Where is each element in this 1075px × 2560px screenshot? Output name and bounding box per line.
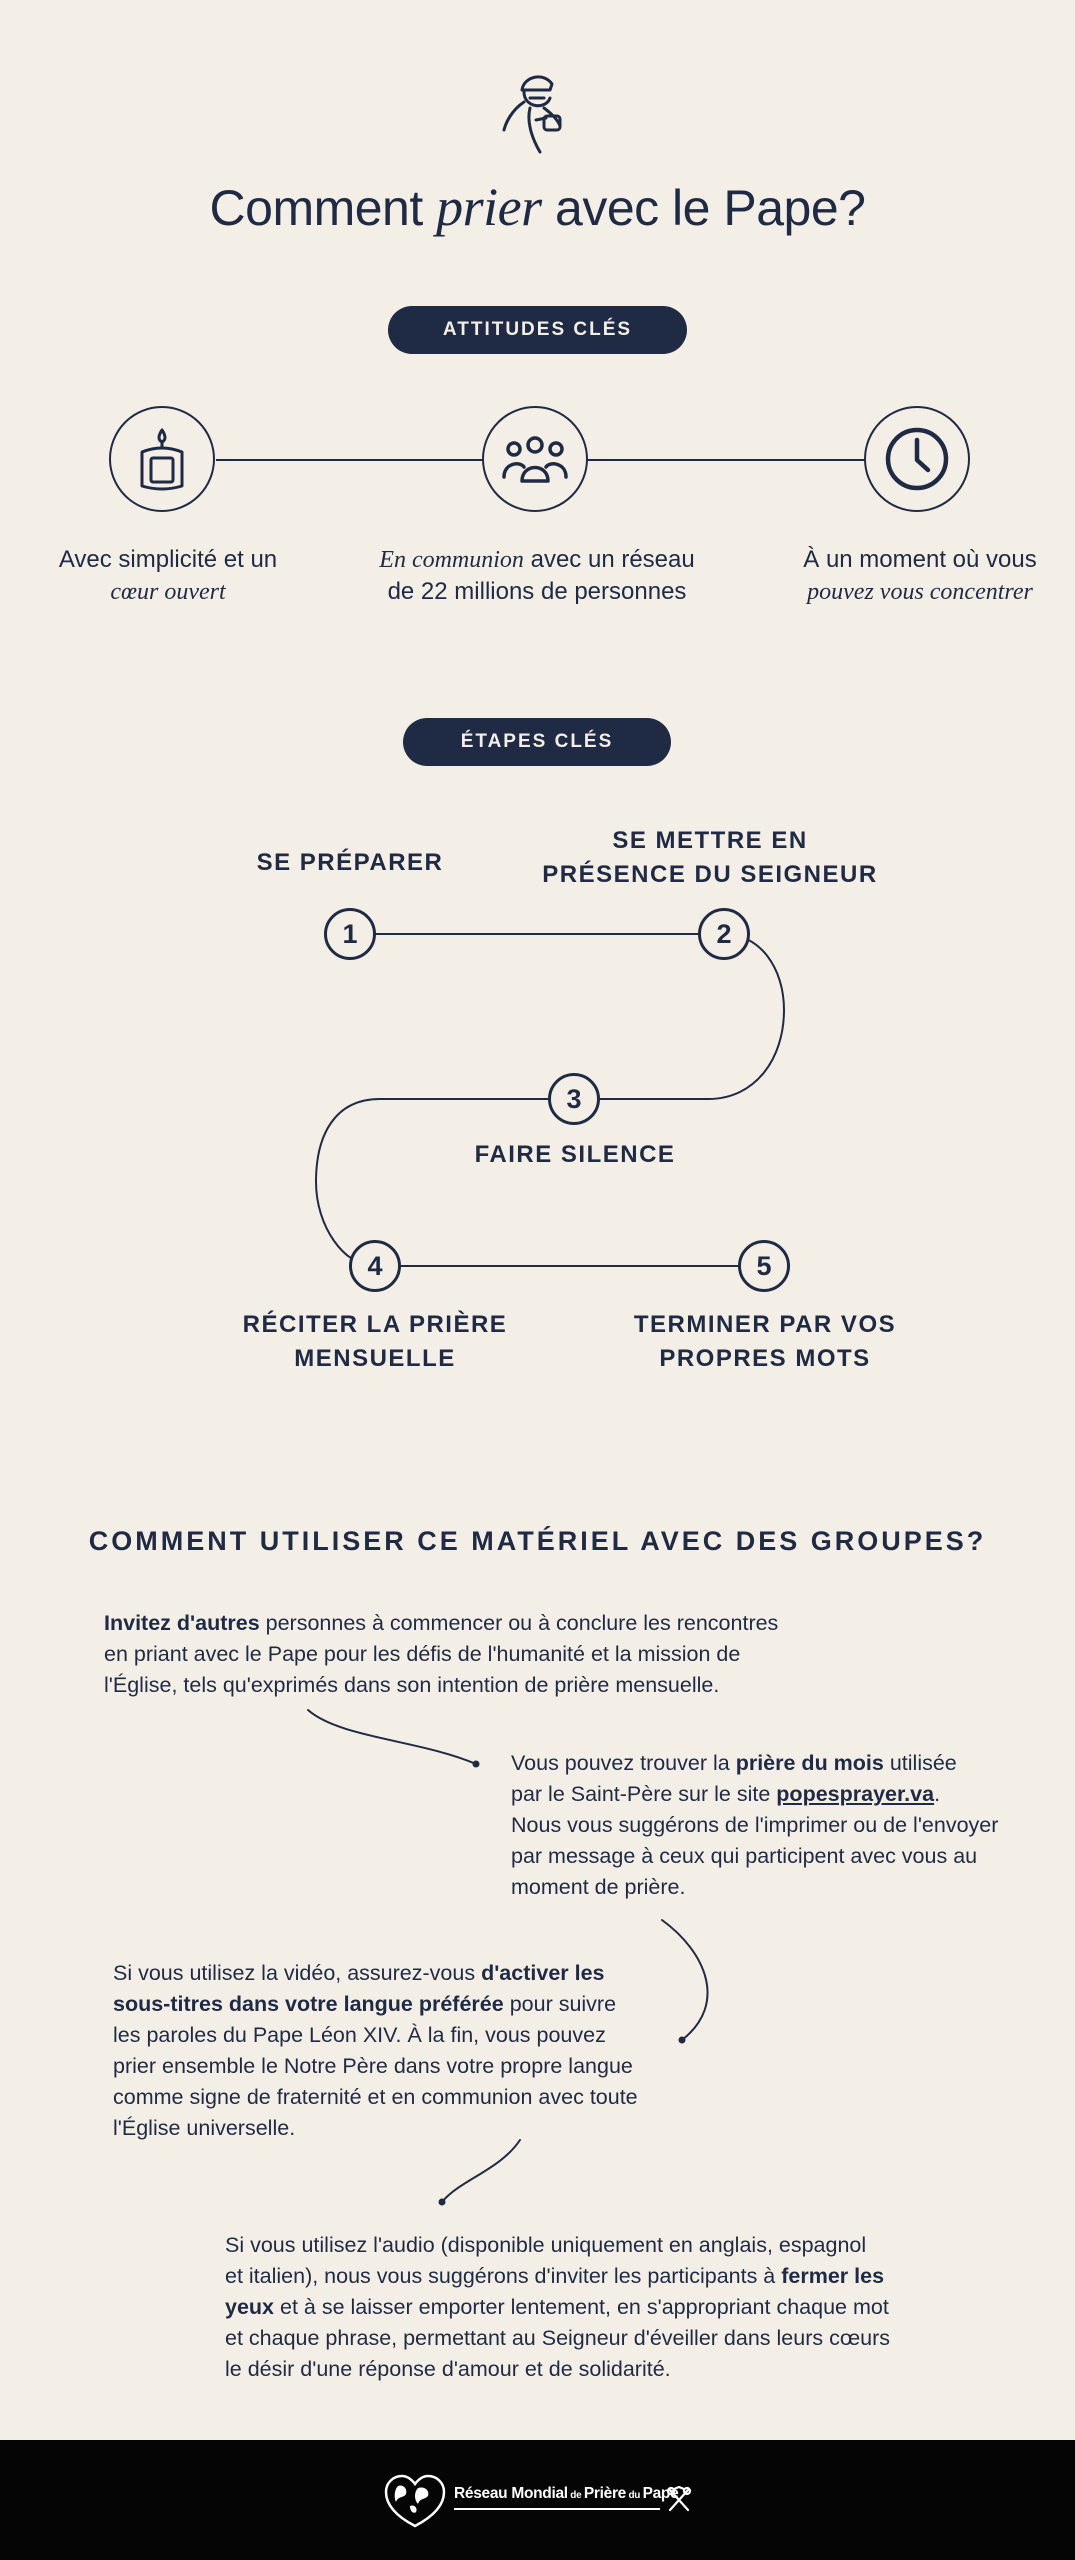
step-label-4: RÉCITER LA PRIÈRE MENSUELLE <box>242 1311 508 1372</box>
step-label-2: SE METTRE EN PRÉSENCE DU SEIGNEUR <box>542 827 878 888</box>
step-number-1: 1 <box>324 908 376 960</box>
groups-title: COMMENT UTILISER CE MATÉRIEL AVEC DES GROUPES? <box>88 1526 987 1556</box>
groups-paragraph-1: Invitez d'autres personnes à commencer ou à conclure les rencontres en priant avec le Pape pour les défis de l'humanité et la mission de l'Église, tels qu'exprimés dans son intention de prière mensuelle. <box>104 1611 779 1697</box>
attitudes-pill: ATTITUDES CLÉS <box>388 306 687 354</box>
step-number-3: 3 <box>548 1073 600 1125</box>
attitude-text-2: En communion avec un réseau de 22 millions de personnes <box>379 546 695 605</box>
globe-heart-icon <box>384 2474 446 2530</box>
popesprayer-link[interactable]: popesprayer.va <box>776 1782 935 1806</box>
groups-paragraph-2: Vous pouvez trouver la prière du mois utilisée par le Saint-Père sur le site popesprayer.va. Nous vous suggérons de l'imprimer ou de l'envoyer par message à ceux qui participent avec vous au moment de prière. <box>511 1751 999 1899</box>
vatican-keys-icon <box>666 2486 692 2514</box>
step-label-3: FAIRE SILENCE <box>474 1141 676 1168</box>
step-number-2: 2 <box>698 908 750 960</box>
footer-brand: Réseau Mondial de Prière du Pape <box>454 2485 660 2510</box>
step-number-5: 5 <box>738 1240 790 1292</box>
step-number-4: 4 <box>349 1240 401 1292</box>
attitude-text-3: À un moment où vous pouvez vous concentrer <box>803 546 1037 605</box>
page-title: Comment prier avec le Pape? <box>209 177 866 237</box>
attitude-text-1: Avec simplicité et un cœur ouvert <box>58 546 278 605</box>
step-label-5: TERMINER PAR VOS PROPRES MOTS <box>633 1311 897 1372</box>
step-label-1: SE PRÉPARER <box>256 849 444 876</box>
steps-pill: ÉTAPES CLÉS <box>403 718 671 766</box>
groups-paragraph-3: Si vous utilisez la vidéo, assurez-vous d'activer les sous-titres dans votre langue préférée pour suivre les paroles du Pape Léon XIV. À la fin, vous pouvez prier ensemble le Notre Père dans votre propre langue comme signe de fraternité et en communion avec toute l'Église universelle. <box>113 1961 638 2140</box>
groups-paragraph-4: Si vous utilisez l'audio (disponible uniquement en anglais, espagnol et italien), nous vous suggérons d'inviter les participants à fermer les yeux et à se laisser emporter lentement, en s'appropriant chaque mot et chaque phrase, permettant au Seigneur d'éveiller dans leurs cœurs le désir d'une réponse d'amour et de solidarité. <box>225 2233 890 2381</box>
footer <box>0 2440 1075 2560</box>
